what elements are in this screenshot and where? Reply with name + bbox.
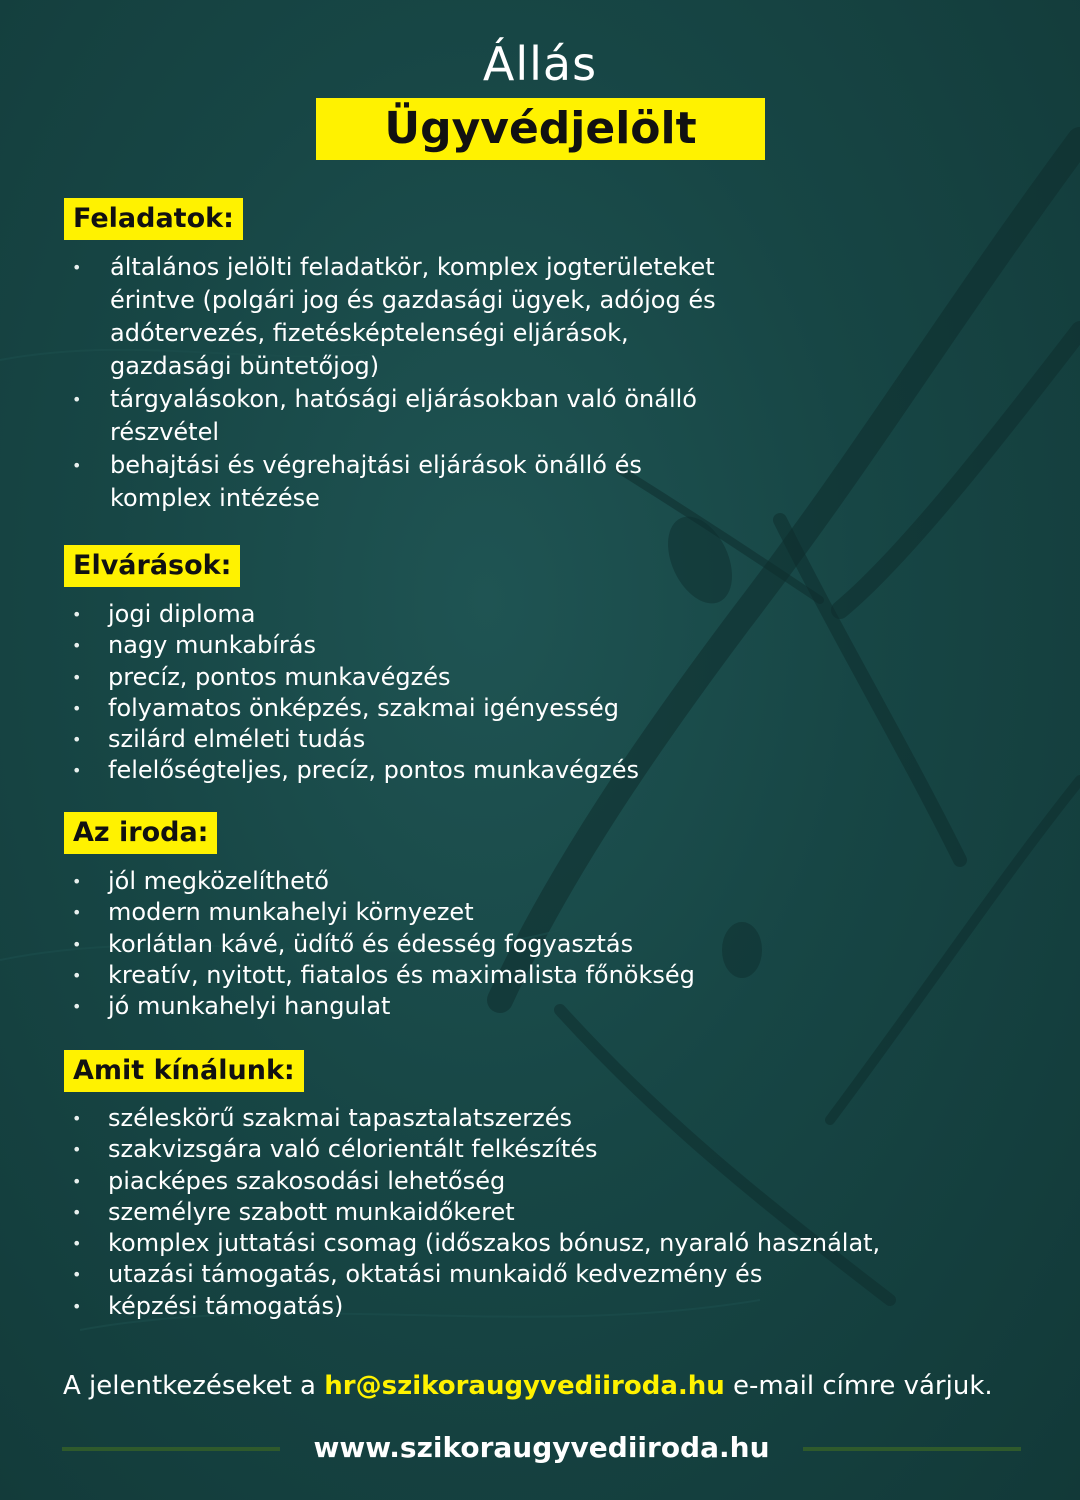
office-list — [70, 866, 695, 1022]
section-label-offer: Amit kínálunk: — [64, 1050, 304, 1092]
list-item: • precíz, pontos munkavégzés — [70, 662, 639, 693]
list-item: • behajtási és végrehajtási eljárások önálló és — [70, 449, 716, 482]
section-label-tasks: Feladatok: — [64, 198, 243, 240]
footer-divider-right — [803, 1447, 1021, 1451]
list-item: • jogi diploma — [70, 599, 639, 630]
list-item: • képzési támogatás) — [70, 1291, 880, 1322]
contact-line — [63, 1366, 1043, 1406]
list-item: • személyre szabott munkaidőkeret — [70, 1197, 880, 1228]
job-title: Ügyvédjelölt — [316, 98, 765, 160]
list-item: • jól megközelíthető — [70, 866, 695, 897]
list-item: • szilárd elméleti tudás — [70, 724, 639, 755]
list-item: • modern munkahelyi környezet — [70, 897, 695, 928]
list-item: • kreatív, nyitott, fiatalos és maximalista főnökség — [70, 960, 695, 991]
list-item-continuation: adótervezés, fizetésképtelenségi eljárások, — [110, 319, 629, 347]
tasks-list — [70, 251, 716, 515]
list-item: • piacképes szakosodási lehetőség — [70, 1166, 880, 1197]
list-item: • korlátlan kávé, üdítő és édesség fogyasztás — [70, 929, 695, 960]
website-link[interactable]: www.szikoraugyvediiroda.hu — [313, 1431, 770, 1464]
contact-email-link[interactable]: hr@szikoraugyvediiroda.hu — [324, 1371, 725, 1401]
list-item: • komplex juttatási csomag (időszakos bónusz, nyaraló használat, — [70, 1228, 880, 1259]
list-item: • tárgyalásokon, hatósági eljárásokban való önálló — [70, 383, 716, 416]
kicker-heading: Állás — [482, 37, 598, 91]
requirements-list — [70, 599, 639, 787]
section-label-office: Az iroda: — [64, 812, 217, 854]
list-item: • általános jelölti feladatkör, komplex jogterületeket — [70, 251, 716, 284]
list-item: • nagy munkabírás — [70, 630, 639, 661]
offer-list — [70, 1103, 880, 1322]
list-item-continuation: érintve (polgári jog és gazdasági ügyek, adójog és — [110, 286, 716, 314]
list-item: • jó munkahelyi hangulat — [70, 991, 695, 1022]
footer-divider-left — [62, 1447, 280, 1451]
list-item: • felelőségteljes, precíz, pontos munkavégzés — [70, 755, 639, 786]
contact-prefix: A jelentkezéseket a — [63, 1371, 316, 1401]
section-label-requirements: Elvárások: — [64, 545, 240, 587]
contact-suffix: e-mail címre várjuk. — [733, 1371, 993, 1401]
list-item-continuation: komplex intézése — [110, 484, 320, 512]
list-item: • széleskörű szakmai tapasztalatszerzés — [70, 1103, 880, 1134]
list-item: • folyamatos önképzés, szakmai igényesség — [70, 693, 639, 724]
list-item-continuation: részvétel — [110, 418, 220, 446]
list-item: • utazási támogatás, oktatási munkaidő kedvezmény és — [70, 1259, 880, 1290]
list-item: • szakvizsgára való célorientált felkészítés — [70, 1134, 880, 1165]
list-item-continuation: gazdasági büntetőjog) — [110, 352, 380, 380]
